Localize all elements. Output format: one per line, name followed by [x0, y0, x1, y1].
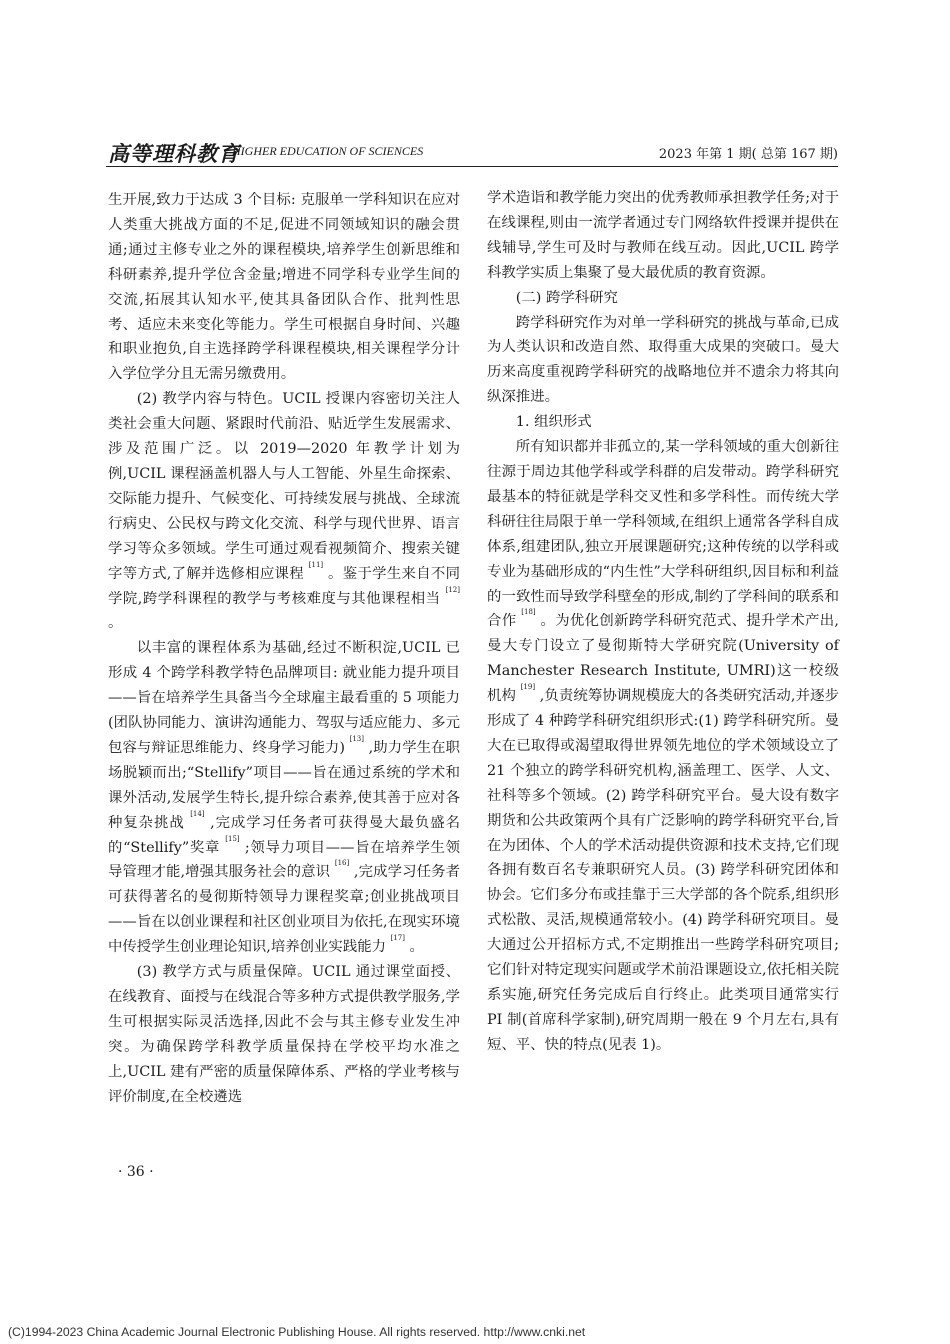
left-column [108, 188, 460, 1110]
citation-marker: [15] [225, 834, 240, 843]
page-number: · 36 · [118, 1164, 154, 1180]
paragraph: (3) 教学方式与质量保障。UCIL 通过课堂面授、在线教育、面授与在线混合等多种方式提供教学服务,学生可根据实际灵活选择,因此不会与其主修专业发生冲突。为确保跨学科教学质量保持在学校平均水准之上,UCIL 建有严密的质量保障体系、严格的学业考核与评价制度,在全校遴选 [108, 964, 460, 1105]
citation-marker: [17] [390, 934, 405, 943]
paragraph: (2) 教学内容与特色。UCIL 授课内容密切关注人类社会重大问题、紧跟时代前沿、贴近学生发展需求、涉及范围广泛。以 2019—2020 年教学计划为例,UCIL 课程涵盖机器人与人工智能、外星生命探索、交际能力提升、气候变化、可持续发展与挑战、全球流行病史、公民权与跨文化交流、科学与现代世界、语言学习等众多领域。学生可通过观看视频简介、搜索关键字等方式,了解并选修相应课程 [11] 。鉴于学生来自不同学院,跨学科课程的教学与考核难度与其他课程相当 [12] 。 [108, 391, 460, 632]
paragraph: 所有知识都并非孤立的,某一学科领域的重大创新往往源于周边其他学科或学科群的启发带动。跨学科研究最基本的特征就是学科交叉性和多学科性。而传统大学科研往往局限于单一学科领域,在组织上通常各学科自成体系,组建团队,独立开展课题研究;这种传统的以学科或专业为基础形成的“内生性”大学科研组织,因目标和利益的一致性而导致学科壁垒的形成,制约了学科间的联系和合作 [18] 。为优化创新跨学科研究范式、提升学术产出,曼大专门设立了曼彻斯特大学研究院(University of Manchester Research Institute, UMRI)这一校级机构 [19] ,负责统筹协调规模庞大的各类研究活动,并逐步形成了 4 种跨学科研究组织形式:(1) 跨学科研究所。曼大在已取得或渴望取得世界领先地位的学术领域设立了 21 个独立的跨学科研究机构,涵盖理工、医学、人文、社科等多个领域。(2) 跨学科研究平台。曼大设有数字期货和公共政策两个具有广泛影响的跨学科研究平台,旨在为团体、个人的学术活动提供资源和技术支持,它们现各拥有数百名专兼职研究人员。(3) 跨学科研究团体和协会。它们多分布或挂靠于三大学部的各个院系,组织形式松散、灵活,规模通常较小。(4) 跨学科研究项目。曼大通过公开招标方式,不定期推出一些跨学科研究项目;它们针对特定现实问题或学术前沿课题设立,依托相关院系实施,研究任务完成后自行终止。此类项目通常实行 PI 制(首席科学家制),研究周期一般在 9 个月左右,具有短、平、快的特点(见表 1)。 [487, 439, 840, 1053]
header-rule [106, 166, 838, 167]
citation-marker: [11] [308, 560, 324, 569]
citation-marker: [12] [445, 585, 460, 594]
citation-marker: [19] [520, 683, 536, 692]
copyright-footer: (C)1994-2023 China Academic Journal Electronic Publishing House. All rights reserved. http://www.cnki.net [8, 1325, 586, 1339]
citation-marker: [16] [334, 859, 350, 868]
right-column [487, 186, 839, 1058]
paragraph: (二) 跨学科研究 [515, 289, 618, 306]
paragraph: 跨学科研究作为对单一学科研究的挑战与革命,已成为人类认识和改造自然、取得重大成果的突破口。曼大历来高度重视跨学科研究的战略地位并不遗余力将其向纵深推进。 [487, 314, 839, 406]
citation-marker: [14] [190, 809, 205, 818]
journal-name-en: HIGHER EDUCATION OF SCIENCES [232, 144, 424, 158]
journal-logo: 高等理科教育 [108, 141, 240, 166]
citation-marker: [18] [521, 608, 536, 617]
paragraph: 学术造诣和教学能力突出的优秀教师承担教学任务;对于在线课程,则由一流学者通过专门网络软件授课并提供在线辅导,学生可及时与教师在线互动。因此,UCIL 跨学科教学实质上集聚了曼大最优质的教育资源。 [487, 190, 839, 281]
issue-info: 2023 年第 1 期( 总第 167 期) [658, 147, 838, 162]
paragraph: 以丰富的课程体系为基础,经过不断积淀,UCIL 已形成 4 个跨学科教学特色品牌项目: 就业能力提升项目——旨在培养学生具备当今全球雇主最看重的 5 项能力(团队协同能力、演讲沟通能力、驾驭与适应能力、多元包容与辩证思维能力、终身学习能力) [13] ,助力学生在职场脱颖而出;“Stellify”项目——旨在通过系统的学术和课外活动,发展学生特长,提升综合素养,使其善于应对各种复杂挑战 [14] ,完成学习任务者可获得曼大最负盛名的“Stellify”奖章 [15] ;领导力项目——旨在培养学生领导管理才能,增强其服务社会的意识 [16] ,完成学习任务者可获得著名的曼彻斯特领导力课程奖章;创业挑战项目——旨在以创业课程和社区创业项目为依托,在现实环境中传授学生创业理论知识,培养创业实践能力 [17] 。 [108, 640, 460, 956]
paragraph: 1. 组织形式 [515, 414, 592, 431]
citation-marker: [13] [349, 734, 364, 743]
paragraph: 生开展,致力于达成 3 个目标: 克服单一学科知识在应对人类重大挑战方面的不足,促进不同领域知识的融会贯通;通过主修专业之外的课程模块,培养学生创新思维和科研素养,提升学位含金量;增进不同学科专业学生间的交流,拓展其认知水平,使其具备团队合作、批判性思考、适应未来变化等能力。学生可根据自身时间、兴趣和职业抱负,自主选择跨学科课程模块,相关课程学分计入学位学分且无需另缴费用。 [108, 192, 460, 383]
running-header [108, 138, 838, 164]
